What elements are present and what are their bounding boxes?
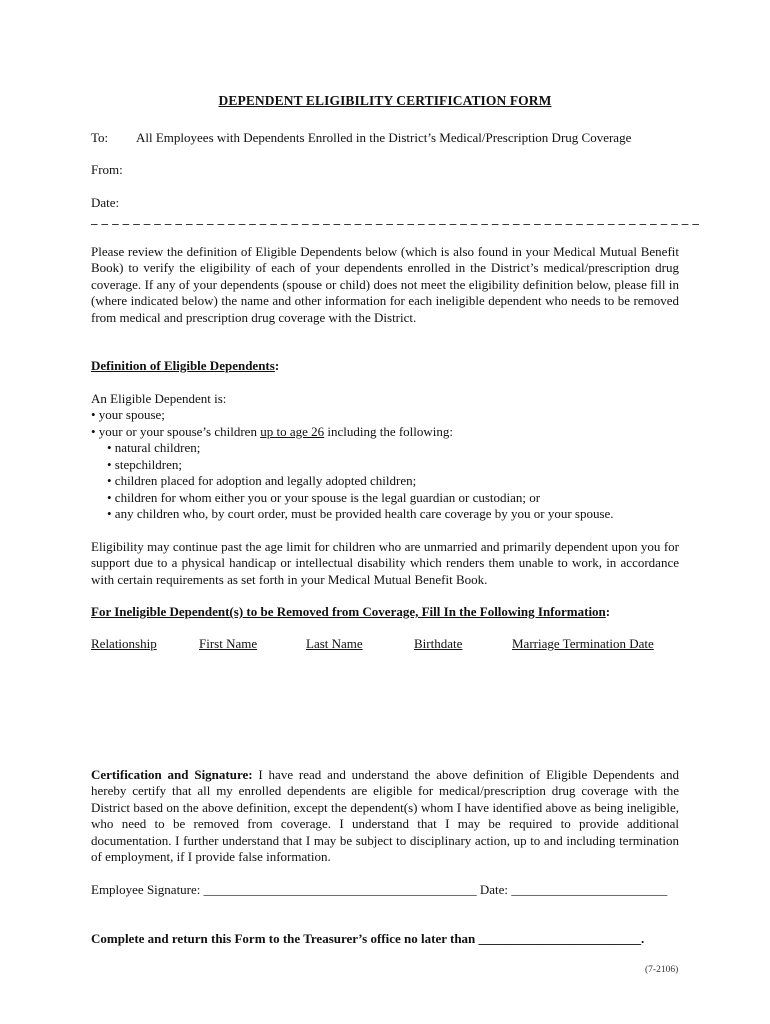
- ineligible-heading: [91, 604, 610, 621]
- age-limit-paragraph: Eligibility may continue past the age limit for children who are unmarried and primarily dependent upon you for support due to a physical handicap or intellectual disability which renders them unable to work, in accordance with certain requirements as set forth in your Medical Mutual Benefit Book.: [91, 539, 679, 587]
- return-period: .: [641, 931, 645, 946]
- sub-bullet-item: • stepchildren;: [107, 456, 182, 472]
- bullet-spouse: • your spouse;: [91, 407, 165, 422]
- certification-label: Certification and Signature:: [91, 767, 253, 782]
- return-text: Complete and return this Form to the Treasurer’s office no later than: [91, 931, 479, 946]
- employee-signature-field[interactable]: __________________________________________: [203, 882, 477, 897]
- bullet-children-prefix: • your or your spouse’s children: [91, 424, 261, 439]
- employee-signature-label: Employee Signature:: [91, 882, 204, 897]
- column-first-name: First Name: [199, 636, 258, 651]
- sub-bullet-list: [107, 440, 614, 523]
- return-deadline-field[interactable]: _________________________: [478, 931, 642, 946]
- column-birthdate: Birthdate: [414, 636, 463, 651]
- employee-signature-row: [91, 882, 667, 899]
- column-marriage-termination-date: Marriage Termination Date: [512, 636, 654, 651]
- to-label: To:: [91, 130, 109, 145]
- form-code: (7-2106): [645, 965, 679, 975]
- sub-bullet-item: • children for whom either you or your spouse is the legal guardian or custodian; or: [107, 489, 541, 505]
- column-relationship: Relationship: [91, 636, 157, 651]
- form-title: DEPENDENT ELIGIBILITY CERTIFICATION FORM: [218, 93, 552, 108]
- column-last-name: Last Name: [306, 636, 363, 651]
- certification-text: I have read and understand the above definition of Eligible Dependents and hereby certify that all my enrolled dependents are eligible for medical/prescription drug coverage with the District based on the above definition, except the dependent(s) whom I have identified above as being ineligible, who need to be removed from coverage. I understand that I may be required to provide additional documentation. I further understand that I may be subject to disciplinary action, up to and including termination of employment, if I provide false information.: [91, 767, 679, 865]
- to-value: All Employees with Dependents Enrolled in the District’s Medical/Prescription Drug Coverage: [136, 130, 632, 145]
- bullet-children-age: up to age 26: [260, 424, 325, 439]
- ineligible-heading-text: For Ineligible Dependent(s) to be Removed from Coverage, Fill In the Following Information: [91, 604, 606, 619]
- eligible-intro: An Eligible Dependent is:: [91, 391, 227, 406]
- date-label: Date:: [91, 195, 120, 210]
- sub-bullet-item: • any children who, by court order, must be provided health care coverage by you or your spouse.: [107, 506, 614, 521]
- signature-date-label: Date:: [476, 882, 512, 897]
- from-label: From:: [91, 162, 123, 177]
- definition-heading: [91, 358, 279, 375]
- sub-bullet-item: • natural children;: [107, 440, 201, 455]
- certification-paragraph: [91, 767, 679, 865]
- bullet-children: [91, 424, 453, 441]
- return-instruction: [91, 931, 644, 948]
- sub-bullet-item: • children placed for adoption and legally adopted children;: [107, 473, 417, 488]
- ineligible-heading-colon: :: [605, 604, 611, 619]
- definition-heading-colon: :: [274, 358, 280, 373]
- signature-date-field[interactable]: ________________________: [511, 882, 668, 897]
- definition-heading-text: Definition of Eligible Dependents: [91, 358, 275, 373]
- separator-line: _ _ _ _ _ _ _ _ _ _ _ _ _ _ _ _ _ _ _ _ _ _ _ _ _ _ _ _ _ _ _ _ _ _ _ _ _ _ _ _ _ _ _ _ _ _ _ _ _ _ _ _ _ _ _ _ _ _: [91, 211, 700, 226]
- bullet-children-suffix: including the following:: [324, 424, 454, 439]
- intro-paragraph: Please review the definition of Eligible Dependents below (which is also found in your Medical Mutual Benefit Book) to verify the eligibility of each of your dependents enrolled in the District’s medical/prescription drug coverage. If any of your dependents (spouse or child) does not meet the eligibility definition below, please fill in (where indicated below) the name and other information for each ineligible dependent who needs to be removed from medical and prescription drug coverage with the District.: [91, 244, 679, 325]
